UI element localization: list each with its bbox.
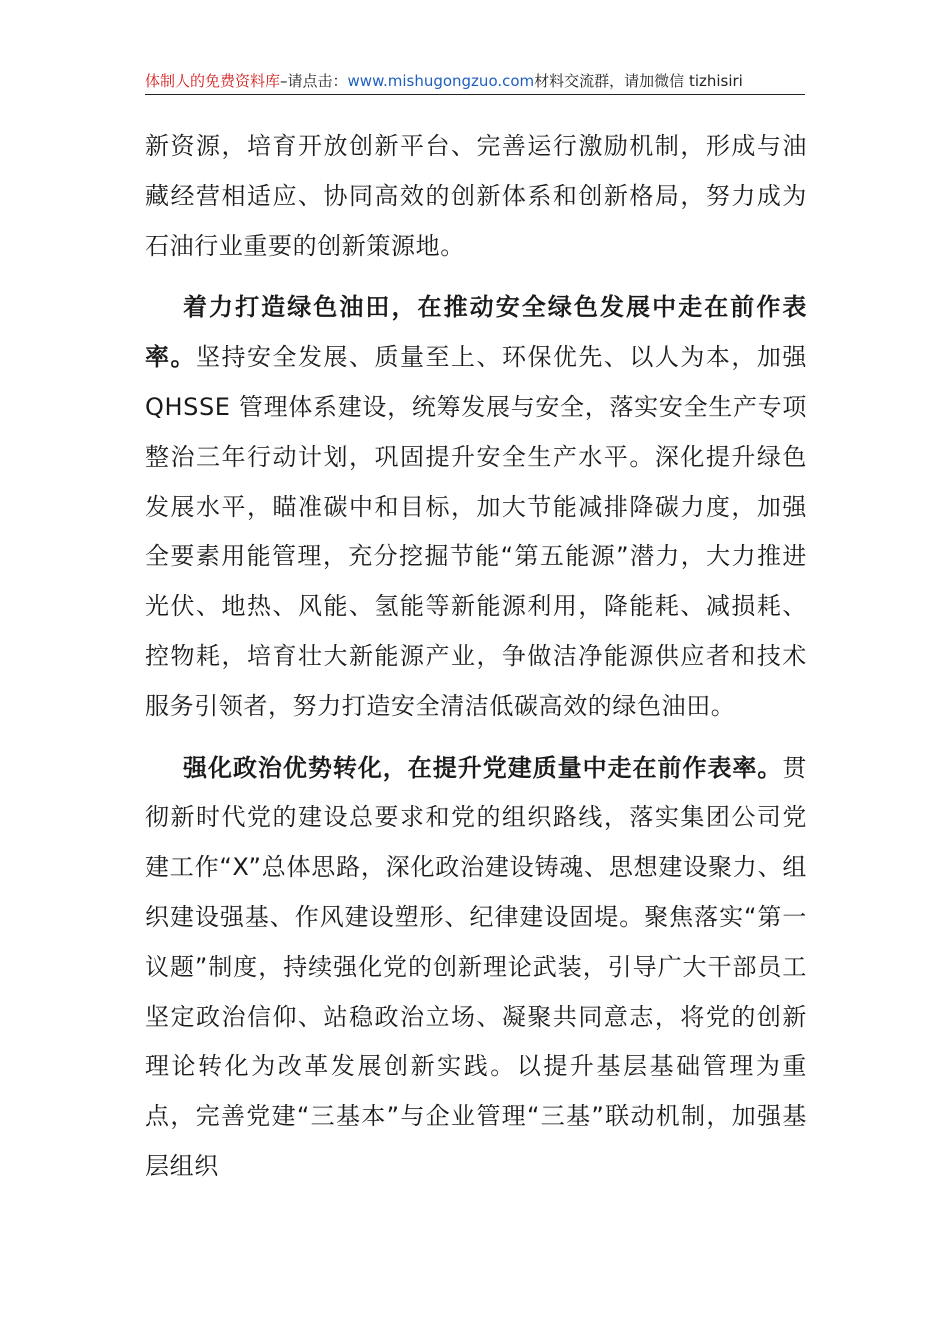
paragraph-green-oilfield [145,283,807,731]
header-site-name: 体制人的免费资料库 [145,72,281,90]
paragraph-text: 坚持安全发展、质量至上、环保优先、以人为本，加强 QHSSE 管理体系建设，统筹发展与安全，落实安全生产专项整治三年行动计划，巩固提升安全生产水平。深化提升绿色发展水平，瞄准碳中和目标，加大节能减排降碳力度，加强全要素用能管理，充分挖掘节能“第五能源”潜力，大力推进光伏、地热、风能、氢能等新能源利用，降能耗、减损耗、控物耗，培育壮大新能源产业，争做洁净能源供应者和技术服务引领者，努力打造安全清洁低碳高效的绿色油田。 [145,343,807,720]
page-header [145,68,805,95]
document-body [145,122,807,1204]
paragraph-heading: 强化政治优势转化，在提升党建质量中走在前作表率。 [183,753,783,782]
header-prompt: –请点击： [280,72,348,90]
paragraph-text: 新资源，培育开放创新平台、完善运行激励机制，形成与油藏经营相适应、协同高效的创新体系和创新格局，努力成为石油行业重要的创新策源地。 [145,132,807,260]
paragraph-continuation [145,122,807,271]
header-suffix: 材料交流群，请加微信 tizhisiri [534,72,743,90]
paragraph-text: 贯彻新时代党的建设总要求和党的组织路线，落实集团公司党建工作“X”总体思路，深化政治建设铸魂、思想建设聚力、组织建设强基、作风建设塑形、纪律建设固堤。聚焦落实“第一议题”制度，持续强化党的创新理论武装，引导广大干部员工坚定政治信仰、站稳政治立场、凝聚共同意志，将党的创新理论转化为改革发展创新实践。以提升基层基础管理为重点，完善党建“三基本”与企业管理“三基”联动机制，加强基层组织 [145,753,807,1180]
paragraph-heading: 着力打造绿色油田，在推动安全绿色发展中走在前作表率。 [145,293,807,372]
paragraph-party-building [145,744,807,1192]
header-url-link[interactable]: www.mishugongzuo.com [347,72,535,90]
